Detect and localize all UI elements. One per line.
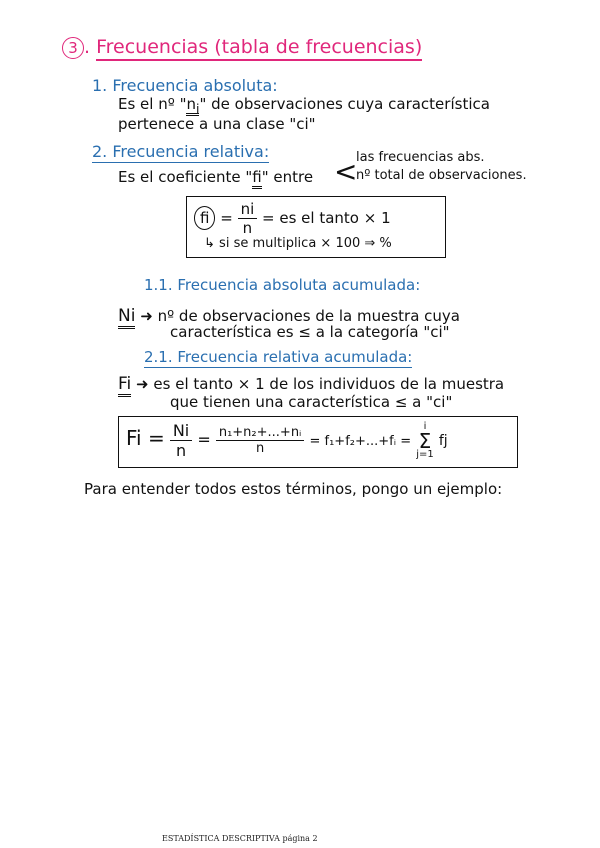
- section2-line: Es el coeficiente "fi" entre: [118, 167, 313, 187]
- Ni-symbol: Ni: [118, 306, 135, 329]
- box2-formula: Fi = $\frac{Ni}{n}$ = $\frac{\text{n₁+n₂+...+nᵢ}}{n}$ = f₁+f₂+...+fᵢ = i Σ j=1 fj: [126, 420, 448, 460]
- section2-lower: nº total de observaciones.: [356, 168, 527, 183]
- fi-variable: fi: [252, 168, 261, 189]
- section21-title: 2.1. Frecuencia relativa acumulada:: [144, 348, 413, 366]
- section1-line1: Es el nº "$n_i$" de observaciones cuya característica: [118, 95, 490, 116]
- ni-variable: $n_i$: [186, 95, 200, 116]
- summation: i Σ j=1: [416, 420, 434, 460]
- box2-fraction-2: $\frac{\text{n₁+n₂+...+nᵢ}}{n}$: [216, 425, 305, 456]
- section11-def: Ni ➜ nº de observaciones de la muestra cuya: [118, 306, 460, 326]
- arrow-right-icon: ➜: [140, 307, 153, 325]
- section2-title: 2. Frecuencia relativa:: [92, 142, 270, 161]
- section-heading: 3 . Frecuencias (tabla de frecuencias): [62, 36, 422, 59]
- section11-line2: característica es ≤ a la categoría "ci": [170, 323, 450, 341]
- section21-def: Fi ➜ es el tanto × 1 de los individuos de la muestra: [118, 374, 504, 394]
- heading-number: 3: [62, 37, 84, 59]
- box1-fraction: $\frac{ni}{n}$: [238, 200, 258, 237]
- closing-sentence: Para entender todos estos términos, pongo un ejemplo:: [84, 480, 503, 498]
- section1-line2: pertenece a una clase "ci": [118, 115, 316, 133]
- Fi-symbol: Fi: [118, 374, 131, 397]
- section21-line2: que tienen una característica ≤ a "ci": [170, 393, 453, 411]
- heading-title: Frecuencias (tabla de frecuencias): [96, 36, 422, 61]
- box1-note: ↳ si se multiplica × 100 ⇒ %: [204, 236, 392, 251]
- section1-title: 1. Frecuencia absoluta:: [92, 76, 278, 95]
- box1-formula: fi = $\frac{ni}{n}$ = es el tanto × 1: [194, 200, 391, 237]
- arrow-icon: ↳: [204, 236, 215, 251]
- page-footer: ESTADÍSTICA DESCRIPTIVA página 2: [162, 834, 318, 843]
- section2-upper: las frecuencias abs.: [356, 150, 485, 165]
- section11-title: 1.1. Frecuencia absoluta acumulada:: [144, 276, 421, 294]
- arrow-right-icon: ➜: [136, 375, 149, 393]
- brace: <: [334, 155, 358, 188]
- box2-fraction-1: $\frac{Ni}{n}$: [170, 421, 192, 460]
- fi-circled: fi: [194, 206, 215, 230]
